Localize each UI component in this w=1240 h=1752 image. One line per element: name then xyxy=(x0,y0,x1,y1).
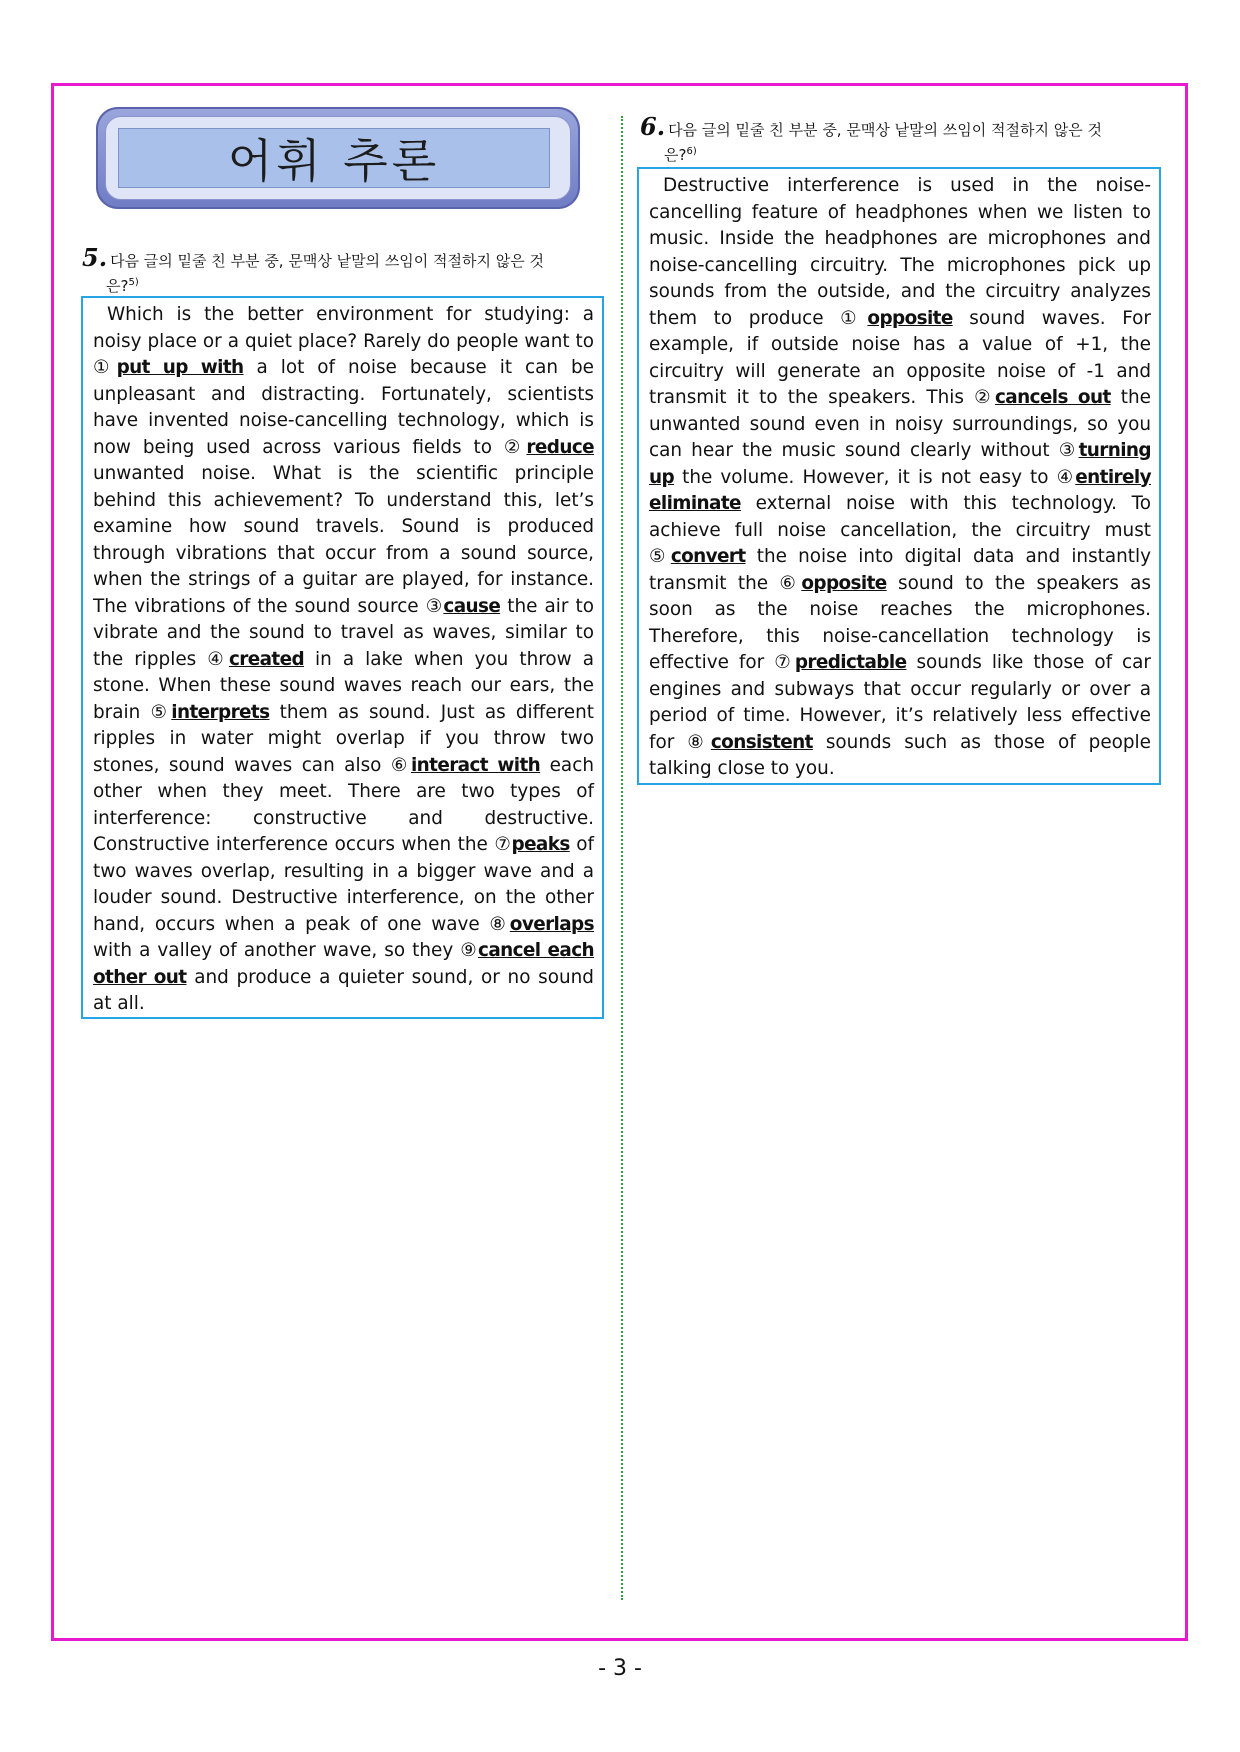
underlined-choice-9: cancel each other out xyxy=(93,940,594,988)
choice-marker: ④ xyxy=(207,648,229,670)
choice-marker: ④ xyxy=(1056,466,1076,488)
underlined-choice-4: entirely eliminate xyxy=(649,466,1151,514)
underlined-choice-7: peaks xyxy=(511,834,570,855)
passage-segment: a lot of noise because it can be unpleasant and distracting. Fortunately, scientists have invented noise-cancelling technology, which is now being used across various fields to xyxy=(93,357,594,458)
choice-marker: ① xyxy=(840,307,868,329)
passage-segment: the noise into digital data and instantly transmit the xyxy=(649,546,1151,594)
underlined-choice-1: opposite xyxy=(867,307,953,329)
underlined-choice-7: predictable xyxy=(794,652,907,673)
column-divider xyxy=(621,116,623,1600)
passage-segment: the air to vibrate and the sound to travel as waves, similar to the ripples xyxy=(93,595,594,670)
choice-marker: ② xyxy=(503,436,527,458)
choice-marker: ③ xyxy=(425,595,444,617)
underlined-choice-2: reduce xyxy=(526,436,594,458)
passage-text xyxy=(93,302,594,1018)
underlined-choice-3: turning up xyxy=(649,440,1151,488)
underlined-choice-5: interprets xyxy=(171,701,270,723)
choice-marker: ⑤ xyxy=(649,546,671,567)
passage-segment: the volume. However, it is not easy to xyxy=(674,466,1057,488)
passage-segment: unwanted noise. What is the scientific principle behind this achievement? To understand this, let’s examine how sound travels. Sound is produced through vibrations that occur from a sound source, when the strings of a guitar are played, for instance. The vibrations of the sound source xyxy=(93,463,594,617)
choice-marker: ⑥ xyxy=(390,754,411,776)
question-6-header xyxy=(640,112,1160,166)
passage-segment: them as sound. Just as different ripples in water might overlap if you throw two stones, sound waves can also xyxy=(93,701,594,776)
choice-marker: ① xyxy=(93,357,117,378)
passage-segment: sound waves. For example, if outside noise has a value of +1, the circuitry will generate an opposite noise of -1 and transmit it to the speakers. This xyxy=(649,307,1151,408)
passage-segment: the unwanted sound even in noisy surroundings, so you can hear the music sound clearly without xyxy=(649,387,1151,461)
footnote-marker: 6) xyxy=(686,146,697,157)
choice-marker: ⑦ xyxy=(774,652,795,673)
choice-marker: ⑦ xyxy=(494,834,512,855)
passage-segment: with a valley of another wave, so they xyxy=(93,940,461,961)
section-title-banner xyxy=(96,107,580,209)
passage-segment: each other when they meet. There are two types of interference: constructive and destructive. Constructive interference occurs when the xyxy=(93,754,594,855)
footnote-marker: 5) xyxy=(128,277,139,288)
passage-segment: Which is the better environment for studying: a noisy place or a quiet place? Rarely do people want to xyxy=(93,304,594,352)
passage-segment: and produce a quieter sound, or no sound at all. xyxy=(93,966,594,1014)
passage-segment: of two waves overlap, resulting in a bigger wave and a louder sound. Destructive interference, on the other hand, occurs when a peak of one wave xyxy=(93,834,594,935)
question-number: 6. xyxy=(640,112,666,141)
passage-segment: sounds such as those of people talking close to you. xyxy=(649,731,1151,779)
choice-marker: ⑤ xyxy=(150,701,172,723)
choice-marker: ⑨ xyxy=(460,940,479,961)
question-number: 5. xyxy=(82,243,108,272)
choice-marker: ⑧ xyxy=(489,913,510,935)
choice-marker: ③ xyxy=(1058,440,1079,461)
choice-marker: ⑥ xyxy=(779,572,802,594)
underlined-choice-4: created xyxy=(228,648,305,670)
passage-segment: sounds like those of car engines and subways that occur regularly or over a period of time. However, it’s relatively less effective for xyxy=(649,652,1151,753)
passage-segment: in a lake when you throw a stone. When these sound waves reach our ears, the brain xyxy=(93,648,594,723)
underlined-choice-3: cause xyxy=(443,595,501,617)
underlined-choice-5: convert xyxy=(670,546,746,567)
passage-text xyxy=(649,173,1151,783)
passage-segment: external noise with this technology. To achieve full noise cancellation, the circuitry must xyxy=(649,493,1151,541)
question-prompt: 다음 글의 밑줄 친 부분 중, 문맥상 낱말의 쓰임이 적절하지 않은 것 xyxy=(668,121,1103,139)
passage-segment: Destructive interference is used in the noise-cancelling feature of headphones when we listen to music. Inside the headphones are microphones and noise-cancelling circuitry. The microphones pick up sounds from the outside, and the circuitry analyzes them to produce xyxy=(649,175,1151,329)
question-prompt-end: 은? xyxy=(664,146,687,164)
underlined-choice-6: interact with xyxy=(410,754,541,776)
underlined-choice-2: cancels out xyxy=(994,387,1111,408)
section-title: 어휘 추론 xyxy=(118,128,550,188)
question-5-header xyxy=(82,243,602,297)
choice-marker: ⑧ xyxy=(687,731,711,753)
underlined-choice-1: put up with xyxy=(116,357,244,378)
underlined-choice-6: opposite xyxy=(801,572,887,594)
underlined-choice-8: overlaps xyxy=(509,913,594,935)
question-prompt: 다음 글의 밑줄 친 부분 중, 문맥상 낱말의 쓰임이 적절하지 않은 것 xyxy=(110,252,545,270)
question-5-passage xyxy=(81,296,604,1019)
question-prompt-end: 은? xyxy=(106,277,129,295)
question-6-passage xyxy=(637,167,1161,785)
choice-marker: ② xyxy=(974,387,995,408)
passage-segment: sound to the speakers as soon as the noise reaches the microphones. Therefore, this noise-cancellation technology is effective for xyxy=(649,572,1151,673)
underlined-choice-8: consistent xyxy=(710,731,813,753)
page-number: - 3 - xyxy=(598,1656,642,1681)
